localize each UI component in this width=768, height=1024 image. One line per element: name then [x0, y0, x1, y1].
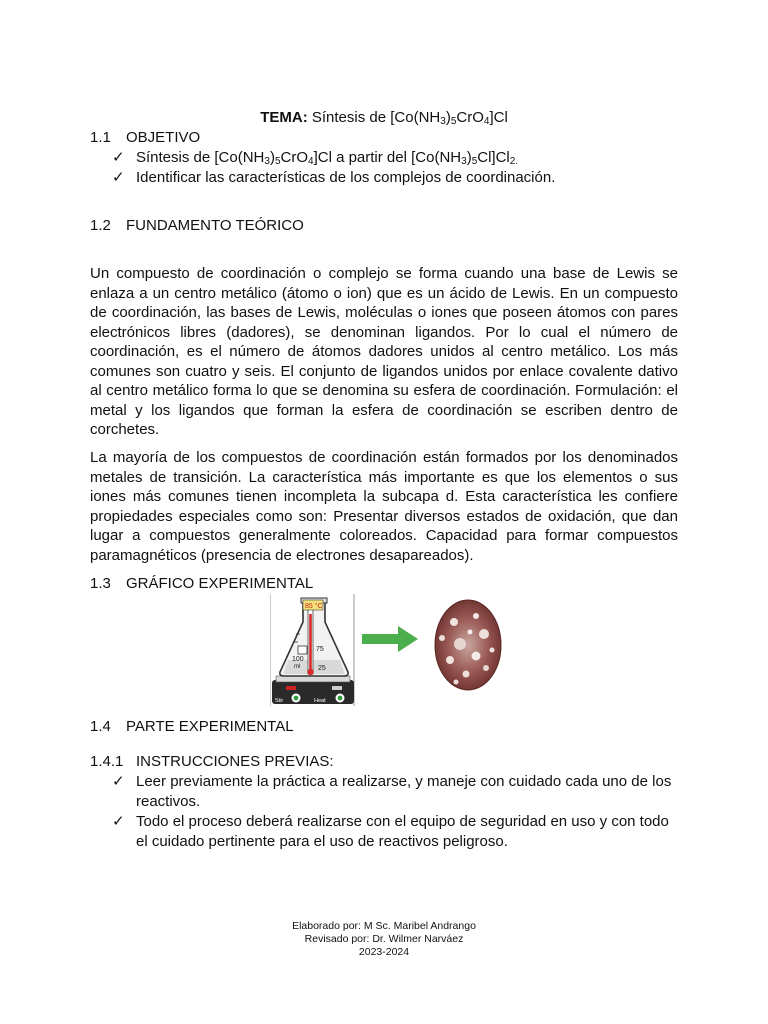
flask-mark-100: 100	[292, 656, 304, 663]
title-sub: 3	[440, 116, 446, 127]
page-title	[0, 108, 768, 128]
instruction-text: Todo el proceso deberá realizarse con el equipo de seguridad en uso y con todo el cuidado pertinente para el uso de reactivos peligroso.	[136, 813, 669, 850]
title-text: Síntesis de [Co(NH	[307, 109, 441, 126]
list-item	[112, 148, 682, 168]
list-item	[112, 812, 682, 852]
title-label: TEMA:	[260, 109, 308, 126]
section-heading-parte-experimental	[90, 717, 294, 737]
section-title: INSTRUCCIONES PREVIAS:	[136, 753, 334, 770]
flask-mark-ml: ml	[294, 664, 301, 670]
title-text: CrO	[456, 109, 484, 126]
objective-text: )	[466, 149, 472, 166]
heat-label: Heat	[314, 698, 326, 704]
section-number: 1.1	[90, 129, 111, 146]
formula-sub: 5	[274, 156, 281, 167]
section-title: OBJETIVO	[126, 129, 201, 146]
instructions-list	[112, 772, 682, 852]
crystal-product-image	[435, 600, 501, 690]
experimental-figure	[270, 594, 510, 706]
flask-mark-25: 25	[318, 665, 326, 672]
section-title: FUNDAMENTO TEÓRICO	[126, 217, 304, 234]
checkmark-icon: ✓	[112, 169, 125, 186]
formula-sub: 3	[264, 156, 270, 167]
objective-text: Síntesis de [Co(NH	[136, 149, 265, 166]
heat-indicator-light	[332, 686, 342, 690]
section-heading-grafico	[90, 574, 313, 594]
objective-text: Identificar las características de los complejos de coordinación.	[136, 169, 556, 186]
objectives-list	[112, 148, 682, 188]
section-title: PARTE EXPERIMENTAL	[126, 718, 294, 735]
checkmark-icon: ✓	[112, 149, 125, 166]
title-sub: 4	[483, 116, 490, 127]
section-number: 1.3	[90, 575, 111, 592]
page-footer	[0, 920, 768, 959]
formula-sub: 2.	[509, 156, 519, 167]
list-item	[112, 772, 682, 812]
footer-author: Elaborado por: M Sc. Maribel Andrango	[292, 920, 476, 932]
objective-text: ]Cl a partir del [Co(NH	[313, 149, 462, 166]
formula-sub: 4	[308, 156, 314, 167]
formula-sub: 3	[461, 156, 467, 167]
objective-text: CrO	[280, 149, 309, 166]
objective-text: Cl]Cl	[477, 149, 510, 166]
temperature-label: 85 °C	[305, 603, 323, 610]
flask-mark-75: 75	[316, 646, 324, 653]
title-sub: 5	[450, 116, 457, 127]
formula-sub: 5	[471, 156, 478, 167]
section-number: 1.4.1	[90, 753, 124, 770]
hotplate-stirrer	[272, 676, 354, 704]
instruction-text: Leer previamente la práctica a realizarse, y maneje con cuidado cada uno de los reactivos.	[136, 773, 672, 810]
section-heading-fundamento	[90, 216, 304, 236]
section-number: 1.4	[90, 718, 111, 735]
title-text: ]Cl	[489, 109, 508, 126]
footer-year: 2023-2024	[358, 946, 410, 958]
green-arrow-icon	[362, 626, 418, 652]
checkmark-icon: ✓	[112, 813, 125, 830]
footer-reviewer: Revisado por: Dr. Wilmer Narváez	[304, 933, 464, 945]
paragraph-2: La mayoría de los compuestos de coordinación están formados por los denominados metales de transición. La característica más importante es que los elementos o sus iones más comunes tienen incompleta la subcapa d. Esta característica les confiere propiedades especiales como son: Presentar diversos estados de oxidación, que dan lugar a compuestos generalmente coloreados. Capacidad para formar compuestos paramagnéticos (presencia de electrones desapareados).	[90, 449, 678, 564]
title-text: )	[445, 109, 451, 126]
checkmark-icon: ✓	[112, 773, 125, 790]
stir-indicator-light	[286, 686, 296, 690]
section-title: GRÁFICO EXPERIMENTAL	[126, 575, 314, 592]
section-heading-objetivo	[90, 128, 200, 148]
paragraph-1: Un compuesto de coordinación o complejo se forma cuando una base de Lewis se enlaza a un centro metálico (átomo o ion) que es un ácido de Lewis. En un compuesto de coordinación, las bases de Lewis, moléculas o iones que poseen átomos con pares electrónicos libres (dadores), se denominan ligandos. Por lo cual el número de coordinación, es el número de átomos dadores unidos al centro metálico. Los más comunes son cuatro y seis. El conjunto de ligandos unidos por enlace covalente dativo al centro metálico forma lo que se denomina su esfera de coordinación. Formulación: el metal y los ligandos que forman la esfera de coordinación se escriben dentro de corchetes.	[90, 265, 678, 438]
objective-text: )	[269, 149, 275, 166]
list-item	[112, 168, 682, 188]
stir-label: Stir	[275, 698, 284, 704]
section-number: 1.2	[90, 217, 111, 234]
subsection-heading-instrucciones	[90, 752, 334, 772]
experimental-diagram	[270, 594, 510, 706]
